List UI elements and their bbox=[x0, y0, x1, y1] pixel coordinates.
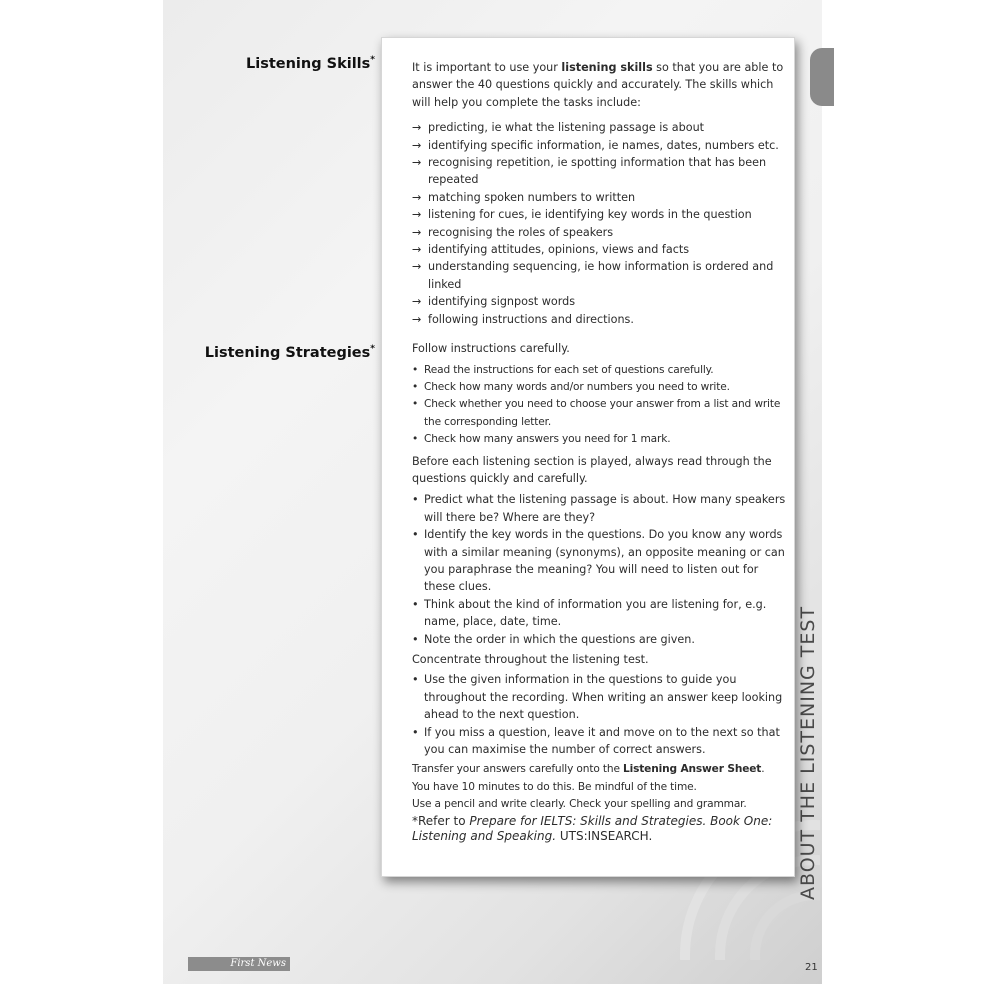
section-tab bbox=[810, 48, 834, 106]
arrow-icon: → bbox=[412, 295, 422, 309]
list-item: • Check how many words and/or numbers you need to write. bbox=[412, 379, 790, 396]
before-section-heading: Before each listening section is played, always read through the questions quickly and carefully. bbox=[412, 454, 772, 485]
list-item: • If you miss a question, leave it and move on to the next so that you can maximise the number of correct answers. bbox=[412, 724, 790, 759]
list-item: • Read the instructions for each set of questions carefully. bbox=[412, 362, 790, 379]
transfer-block bbox=[412, 761, 790, 813]
list-item: • Note the order in which the questions are given. bbox=[412, 631, 790, 648]
arrow-icon: → bbox=[412, 121, 422, 135]
reference-note: *Refer to Prepare for IELTS: Skills and Strategies. Book One: Listening and Speaking. UTS:INSEARCH. bbox=[412, 813, 773, 843]
before-section-list bbox=[412, 491, 790, 648]
publisher-logo: First News bbox=[188, 957, 290, 971]
list-item: • Use the given information in the questions to guide you throughout the recording. When writing an answer keep looking ahead to the next question. bbox=[412, 671, 790, 723]
arrow-icon: → bbox=[412, 312, 422, 326]
transfer-line: Transfer your answers carefully onto the Listening Answer Sheet. bbox=[412, 763, 765, 776]
arrow-icon: → bbox=[412, 260, 422, 274]
list-item: → identifying attitudes, opinions, views and facts bbox=[412, 241, 790, 258]
arrow-icon: → bbox=[412, 190, 422, 204]
list-item: → listening for cues, ie identifying key words in the question bbox=[412, 206, 790, 223]
list-item: → following instructions and directions. bbox=[412, 311, 790, 328]
minutes-line: You have 10 minutes to do this. Be mindful of the time. bbox=[412, 780, 697, 793]
list-item: → identifying signpost words bbox=[412, 293, 790, 310]
list-item: • Predict what the listening passage is about. How many speakers will there be? Where are they? bbox=[412, 491, 790, 526]
pencil-line: Use a pencil and write clearly. Check your spelling and grammar. bbox=[412, 798, 747, 811]
listening-skills-heading: Listening Skills* bbox=[246, 55, 375, 72]
arrow-icon: → bbox=[412, 156, 422, 170]
list-item: → matching spoken numbers to written bbox=[412, 189, 790, 206]
skills-list bbox=[412, 119, 790, 328]
concentrate-list bbox=[412, 671, 790, 758]
list-item: → understanding sequencing, ie how information is ordered and linked bbox=[412, 260, 774, 291]
list-item: • Identify the key words in the questions. Do you know any words with a similar meaning (synonyms), an opposite meaning or can you paraphrase the meaning? You will need to listen out for these clues. bbox=[412, 526, 790, 596]
concentrate-heading: Concentrate throughout the listening test. bbox=[412, 653, 649, 666]
arrow-icon: → bbox=[412, 243, 422, 257]
arrow-icon: → bbox=[412, 208, 422, 222]
list-item: → recognising the roles of speakers bbox=[412, 224, 790, 241]
list-item: • Check how many answers you need for 1 mark. bbox=[412, 431, 790, 448]
follow-instructions-list bbox=[412, 362, 790, 449]
list-item: • Think about the kind of information you are listening for, e.g. name, place, date, time. bbox=[412, 596, 790, 631]
arrow-icon: → bbox=[412, 225, 422, 239]
list-item: • Check whether you need to choose your answer from a list and write the corresponding letter. bbox=[412, 396, 790, 431]
content-card bbox=[381, 37, 795, 877]
sidebar-section-title: ABOUT THE LISTENING TEST bbox=[797, 605, 819, 900]
listening-strategies-heading: Listening Strategies* bbox=[204, 344, 375, 361]
skills-intro: It is important to use your listening skills so that you are able to answer the 40 questions quickly and accurately. The skills which will help you complete the tasks include: bbox=[412, 61, 784, 109]
list-item: → recognising repetition, ie spotting information that has been repeated bbox=[412, 156, 767, 187]
list-item: → identifying specific information, ie names, dates, numbers etc. bbox=[412, 137, 790, 154]
follow-instructions-heading: Follow instructions carefully. bbox=[412, 342, 570, 356]
arrow-icon: → bbox=[412, 138, 422, 152]
list-item: → predicting, ie what the listening passage is about bbox=[412, 119, 790, 136]
page-number: 21 bbox=[805, 962, 818, 973]
